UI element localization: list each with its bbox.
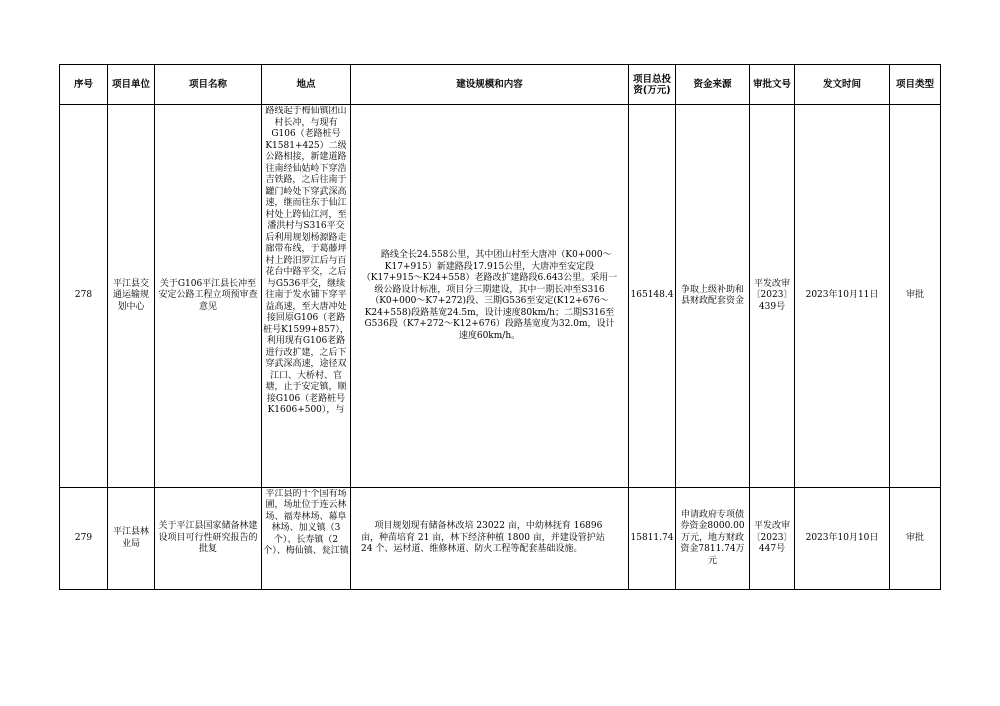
table-row (60, 488, 941, 590)
scale-text: 项目规划现有储备林改培 23022 亩，中幼林抚育 16896 亩，种苗培育 21 亩，林下经济种植 1800 亩，并建设管护站 24 个、运材道、维修林道、防火工程等配套基础设施。 (361, 521, 605, 555)
location-text: 路线起于梅仙镇团山村长冲，与现有G106（老路桩号K1581+425）二级公路相接，新建道路往南经仙姑岭下穿浩吉铁路，之后往南于罐门岭处下穿武深高速，继而往东于仙江村处上跨仙江河，至潘洪村与S316平交后利用规划杨源路走廊带布线，于葛藤坪村上跨汨罗江后与百花台中路平交，之后与G536平交，继续往南于发水铺下穿平益高速，至大唐冲处接回原G106（老路桩号K1599+857），利用现有G106老路进行改扩建，之后下穿武深高速，途径双江口、大桥村、官塘，止于安定镇，顺接G106（老路桩号K1606+500），与 (263, 106, 349, 415)
cell-approval-no: 平发改审〔2023〕447号 (750, 488, 795, 590)
header-seq: 序号 (60, 65, 108, 105)
cell-approval-no: 平发改审〔2023〕439号 (750, 105, 795, 488)
project-approval-table (59, 64, 941, 590)
cell-seq: 279 (60, 488, 108, 590)
header-unit: 项目单位 (108, 65, 155, 105)
cell-name: 关于平江县国家储备林建设项目可行性研究报告的批复 (155, 488, 262, 590)
cell-date: 2023年10月11日 (795, 105, 890, 488)
header-investment: 项目总投资(万元) (629, 65, 676, 105)
cell-date: 2023年10月10日 (795, 488, 890, 590)
cell-unit: 平江县林业局 (108, 488, 155, 590)
cell-location (262, 488, 351, 590)
header-scale: 建设规模和内容 (351, 65, 629, 105)
cell-type: 审批 (890, 105, 941, 488)
cell-scale (351, 488, 629, 590)
cell-location (262, 105, 351, 488)
location-text: 平江县的十个国有场圃，场址位于连云林场、福寿林场、幕阜林场、加义镇（3个）、长寿镇（2个）、梅仙镇、瓮江镇 (263, 488, 349, 556)
cell-type: 审批 (890, 488, 941, 590)
scale-text: 路线全长24.558公里，其中团山村至大唐冲（K0+000～K17+915）新建路段17.915公里，大唐冲至安定段（K17+915～K24+558）老路改扩建路段6.643公里。采用一级公路设计标准，项目分三期建设，其中一期长冲至S316（K0+000～K7+272)段、三期G536至安定(K12+676～K24+558)段路基宽24.5m，设计速度80km/h；二期S316至G536段（K7+272～K12+676）段路基宽度为32.0m，设计速度60km/h。 (361, 250, 618, 341)
header-type: 项目类型 (890, 65, 941, 105)
header-location: 地点 (262, 65, 351, 105)
header-approval-no: 审批文号 (750, 65, 795, 105)
table-row (60, 105, 941, 488)
header-date: 发文时间 (795, 65, 890, 105)
cell-unit: 平江县交通运输规划中心 (108, 105, 155, 488)
header-funding: 资金来源 (676, 65, 750, 105)
header-row (60, 65, 941, 105)
cell-name: 关于G106平江县长冲至安定公路工程立项预审查意见 (155, 105, 262, 488)
header-name: 项目名称 (155, 65, 262, 105)
cell-funding: 申请政府专项债券资金8000.00万元，地方财政资金7811.74万元 (676, 488, 750, 590)
cell-funding: 争取上级补助和县财政配套资金 (676, 105, 750, 488)
cell-scale (351, 105, 629, 488)
cell-investment: 15811.74 (629, 488, 676, 590)
cell-investment: 165148.4 (629, 105, 676, 488)
cell-seq: 278 (60, 105, 108, 488)
